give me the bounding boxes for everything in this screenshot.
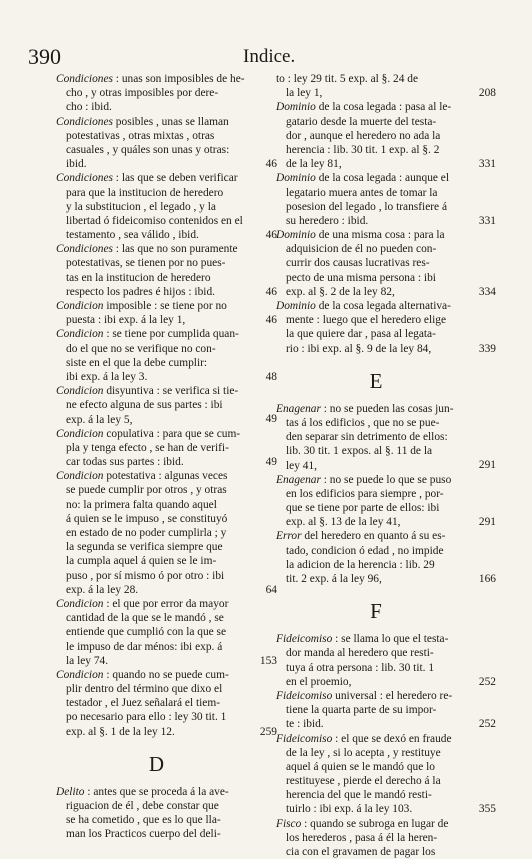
page-reference: 49 [265,413,277,426]
entry-line: Dominio de la cosa legada : pasa al le- [276,101,452,114]
index-entry [276,100,496,171]
entry-line: puesta : ibi exp. á la ley 1, [66,314,186,327]
page-reference: 252 [478,675,496,688]
entry-line: pla y tenga efecto , se han de verifi- [66,441,229,454]
entry-line: tiene la quarta parte de su impor- [286,704,437,717]
entry-line: testador , el Juez señalará el tiem- [66,697,221,710]
page-reference: 64 [265,583,277,596]
entry-line: currir dos causas lucrativas res- [286,257,430,270]
entry-line: Condicion imposible : se tiene por no [56,300,227,312]
page-reference: 259 [259,725,277,738]
entry-line: legatario muera antes de tomar la [286,186,438,199]
index-entry [56,115,277,172]
page-reference: 46 [265,229,277,242]
entry-line: exp. á la ley 5, [66,413,133,426]
entry-line: Enagenar : no se puede lo que se puso [276,473,452,486]
entry-line: ibi exp. á la ley 3. [66,370,148,383]
entry-line: posesion del legado , lo transfiere á [286,200,447,213]
entry-line: en los edificios para siempre , por- [286,487,444,500]
entry-line: Delito : antes que se proceda á la ave- [56,785,229,798]
section-letter-e: E [369,368,383,393]
entry-line: la ley 74. [66,654,109,667]
entry-line: su heredero : ibid. [286,214,369,227]
section-letter-d: D [148,751,165,776]
entry-line: Condicion copulativa : para que se cum- [56,427,241,440]
entry-line: se ha cometido , que es lo que lla- [66,814,221,827]
page-reference: 46 [265,285,277,298]
entry-line: entiende que cumplió con la que se [66,626,227,639]
entry-line: tuirlo : ibi exp. á la ley 103. [286,803,413,816]
entry-line: rio : ibi exp. al §. 9 de la ley 84, [286,342,432,355]
index-entry [56,299,277,327]
entry-term: Condicion [56,300,104,312]
entry-term: Condiciones [56,243,113,256]
index-entry [276,72,496,100]
entry-line: dor manda al heredero que resti- [286,647,434,660]
entry-line: adquisicion de él no pueden con- [286,243,437,256]
entry-line: tuya á otra persona : lib. 30 tit. 1 [286,661,435,674]
entry-line: Condiciones posibles , unas se llaman [56,115,229,128]
entry-line: exp. al §. 2 de la ley 82, [286,285,395,298]
index-entry [276,473,496,530]
index-entry [56,469,277,597]
entry-line: siste en el que la debe cumplir: [66,356,208,369]
entry-term: Error [276,530,302,543]
index-entry [56,384,277,427]
index-entry [56,785,257,842]
entry-line: Condiciones : unas son imposibles de he- [56,73,245,85]
entry-line: aquel á quien se le mandó que lo [286,760,435,773]
entry-line: riguacion de él , debe constar que [66,800,219,812]
entry-term: Dominio [276,300,316,312]
page-reference: 331 [478,214,496,227]
entry-line: to : ley 29 tit. 5 exp. al §. 24 de [276,73,419,85]
entry-line: ibid. [66,158,87,171]
entry-line: man los Practicos cuerpo del deli- [66,828,221,841]
entry-line: restituyese , pierde el derecho á la [286,775,441,788]
index-entry [276,632,496,689]
entry-line: Fisco : quando se subroga en lugar de [276,817,449,830]
index-entry [276,732,496,817]
entry-line: respecto los padres é hijos : ibid. [66,285,215,298]
page-reference: 291 [478,459,496,472]
page-reference: 48 [265,370,277,383]
entry-line: en estado de no poder cumplirla ; y [66,527,227,539]
entry-line: de la ley 81, [286,158,342,171]
page-reference: 166 [478,572,496,585]
index-entry [56,171,277,242]
page-number: 390 [28,44,61,69]
entry-line: Dominio de la cosa legada alternativa- [276,300,451,312]
entry-line: Condiciones : las que no son puramente [56,243,238,256]
entry-term: Dominio [276,172,316,185]
entry-line: tas en la institucion de heredero [66,271,211,284]
entry-term: Enagenar [276,402,321,415]
entry-term: Fideicomiso [276,633,333,646]
page-reference: 252 [478,718,496,731]
entry-term: Fisco [276,817,302,830]
entry-line: se puede cumplir por otros , y otras [66,484,227,497]
index-entry [276,402,496,473]
entry-line: den separar sin detrimento de ellos: [286,431,448,444]
entry-line: Dominio de la cosa legada : aunque el [276,172,450,185]
entry-line: cho : ibid. [66,101,112,114]
entry-line: cantidad de la que se le mandó , se [66,612,224,625]
entry-line: exp. al §. 1 de la ley 12. [66,725,175,738]
page-reference: 46 [265,158,277,171]
index-entry [56,668,277,739]
entry-line: no: la primera falta quando aquel [66,498,217,511]
entry-line: potestativas, se tienen por no pues- [66,257,226,270]
page-reference: 46 [265,314,277,327]
page-reference: 339 [478,342,496,355]
entry-line: y la substitucion , el legado , y la [66,200,216,213]
entry-term: Condiciones [56,115,113,128]
index-entry [56,242,277,299]
entry-line: ley 41, [286,459,318,472]
index-entry [276,817,476,859]
entry-line: pecto de una misma persona : ibi [286,271,436,284]
entry-line: casuales , y quáles son unas y otras: [66,143,230,156]
entry-term: Fideicomiso [276,689,333,702]
page-reference: 49 [265,456,277,469]
entry-line: tado, condicion ó edad , no impide [286,544,444,557]
entry-line: cia con el gravamen de pagar los [286,846,436,858]
entry-line: car todas sus partes : ibid. [66,456,184,469]
page-reference: 208 [478,87,496,100]
entry-term: Condiciones [56,73,113,85]
entry-term: Condicion [56,328,104,341]
entry-term: Condicion [56,385,104,398]
entry-line: la que quiere dar , pasa al legata- [286,328,436,341]
index-entry [56,597,277,668]
entry-line: Condicion : el que por error da mayor [56,597,229,610]
entry-line: que se tiene por parte de ellos: ibi [286,502,440,515]
entry-line: Condicion : quando no se puede cum- [56,668,229,681]
entry-line: po necesario para ello : ley 30 tit. 1 [66,711,227,724]
index-entry [56,327,277,384]
entry-term: Delito [56,785,85,798]
entry-line: Enagenar : no se pueden las cosas jun- [276,402,454,415]
entry-line: Condicion : se tiene por cumplida quan- [56,328,239,341]
section-letter-f: F [370,599,382,624]
entry-line: la segunda se verifica siempre que [66,541,223,554]
page-reference: 331 [478,158,496,171]
page-reference: 153 [259,654,277,667]
left-column [56,72,277,842]
page-reference: 291 [478,516,496,529]
entry-line: Condiciones : las que se deben verificar [56,172,238,185]
index-entry [56,72,257,115]
entry-line: do el que no se verifique no con- [66,342,216,355]
entry-line: en el proemio, [286,675,352,688]
entry-term: Enagenar [276,473,321,486]
page-reference: 355 [478,803,496,816]
entry-line: le impuso de dar ménos: ibi exp. á [66,640,223,653]
entry-line: puso , por sí mismo ó por otro : ibi [66,569,225,582]
entry-line: ne efecto alguna de sus partes : ibi [66,399,223,412]
entry-term: Condicion [56,427,104,440]
entry-line: Fideicomiso : se llama lo que el testa- [276,633,449,646]
entry-line: plir dentro del término que dixo el [66,683,223,696]
entry-term: Condicion [56,597,104,610]
entry-term: Condicion [56,470,104,483]
page-header [28,44,510,72]
index-entry [276,171,496,228]
entry-line: la cumpla aquel á quien se le im- [66,555,217,568]
entry-line: tas á los edificios , que no se pue- [286,416,440,429]
index-entry [276,689,496,732]
entry-line: libertad ó fideicomiso contenidos en el [66,214,243,227]
entry-line: gatario desde la muerte del testa- [286,115,437,128]
entry-term: Dominio [276,101,316,114]
entry-line: Fideicomiso universal : el heredero re- [276,689,453,702]
entry-line: mente : luego que el heredero elige [286,314,447,327]
entry-line: herencia : lib. 30 tit. 1 exp. al §. 2 [286,143,440,156]
entry-line: exp. á la ley 28. [66,583,139,596]
running-title: Indice. [243,46,296,67]
entry-line: Dominio de una misma cosa : para la [276,229,445,242]
entry-line: herencia del que le mandó resti- [286,789,432,802]
index-entry [276,299,496,356]
index-entry [56,427,277,470]
right-column [276,72,496,859]
entry-line: potestativas , otras mixtas , otras [66,129,215,142]
entry-term: Condicion [56,668,104,681]
entry-line: testamento , sea válido , ibid. [66,229,199,242]
entry-term: Condiciones [56,172,113,185]
entry-line: Condicion potestativa : algunas veces [56,470,228,483]
entry-line: lib. 30 tit. 1 expos. al §. 11 de la [286,445,433,458]
entry-line: tit. 2 exp. á la ley 96, [286,573,382,585]
entry-line: cho , y otras imposibles por dere- [66,87,219,100]
entry-term: Dominio [276,229,316,242]
entry-line: la adicion de la herencia : lib. 29 [286,558,435,571]
entry-line: te : ibid. [286,718,324,731]
entry-line: los herederos , pasa á él la heren- [286,831,438,844]
index-entry [276,228,496,299]
entry-term: Fideicomiso [276,732,333,745]
entry-line: la ley 1, [286,87,323,100]
entry-line: exp. al §. 13 de la ley 41, [286,516,401,529]
index-entry [276,529,496,586]
entry-line: á quien se le impuso , se constituyó [66,512,228,525]
entry-line: Fideicomiso : el que se dexó en fraude [276,732,452,745]
entry-line: de la ley , si lo acepta , y restituye [286,746,441,759]
entry-line: dor , aunque el heredero no ada la [286,129,441,142]
entry-line: Error del heredero en quanto á su es- [276,530,446,543]
page-reference: 334 [478,285,496,298]
entry-line: Condicion disyuntiva : se verifica si tie- [56,385,239,398]
entry-line: para que la institucion de heredero [66,186,224,199]
